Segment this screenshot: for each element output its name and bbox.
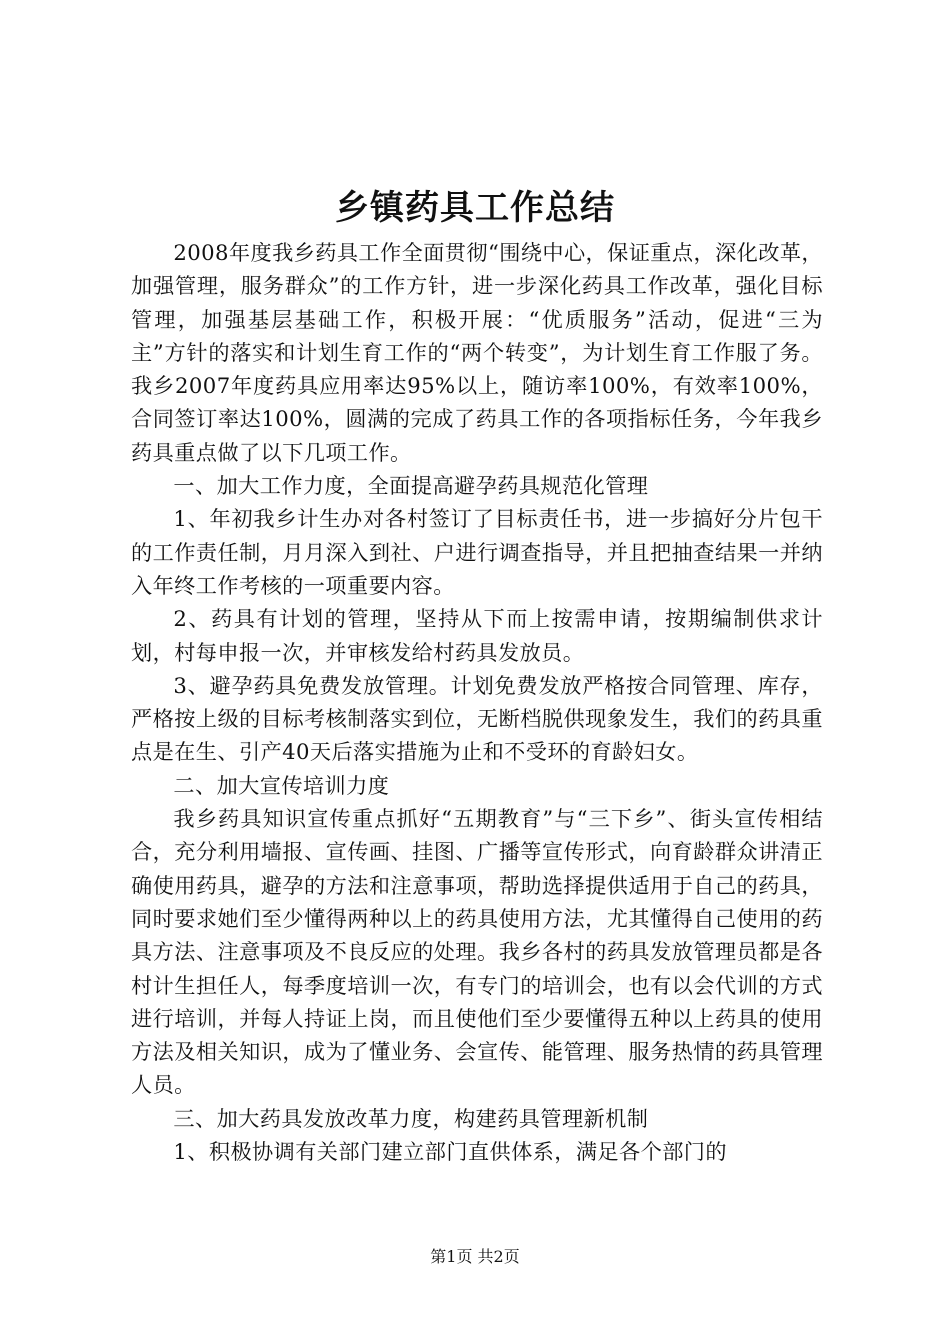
section-heading-1: 一、加大工作力度，全面提高避孕药具规范化管理 — [173, 473, 649, 499]
section-heading-3: 三、加大药具发放改革力度，构建药具管理新机制 — [173, 1105, 649, 1131]
document-body — [131, 236, 823, 1168]
page-number-footer: 第1页 共2页 — [430, 1247, 520, 1266]
paragraph-1-3: 3、避孕药具免费发放管理。计划免费发放严格按合同管理、库存，严格按上级的目标考核制落实到位，无断档脱供现象发生，我们的药具重点是在生、引产40天后落实措施为止和不受环的育龄妇女。 — [131, 672, 823, 765]
paragraph-1-2: 2、药具有计划的管理，坚持从下而上按需申请，按期编制供求计划，村每申报一次，并审核发给村药具发放员。 — [131, 606, 823, 665]
paragraph-1-1: 1、年初我乡计生办对各村签订了目标责任书，进一步搞好分片包干的工作责任制，月月深入到社、户进行调查指导，并且把抽查结果一并纳入年终工作考核的一项重要内容。 — [131, 506, 823, 598]
document-title: 乡镇药具工作总结 — [335, 188, 615, 228]
section-heading-2: 二、加大宣传培训力度 — [173, 772, 390, 798]
paragraph-3-1: 1、积极协调有关部门建立部门直供体系，满足各个部门的 — [173, 1139, 727, 1165]
paragraph-intro: 2008年度我乡药具工作全面贯彻“围绕中心，保证重点，深化改革，加强管理，服务群众”的工作方针，进一步深化药具工作改革，强化目标管理，加强基层基础工作，积极开展：“优质服务”活动，促进“三为主”方针的落实和计划生育工作的“两个转变”，为计划生育工作服了务。我乡2007年度药具应用率达95%以上，随访率100%，有效率100%，合同签订率达100%，圆满的完成了药具工作的各项指标任务，今年我乡药具重点做了以下几项工作。 — [131, 240, 824, 465]
paragraph-2: 我乡药具知识宣传重点抓好“五期教育”与“三下乡”、街头宣传相结合，充分利用墙报、宣传画、挂图、广播等宣传形式，向育龄群众讲清正确使用药具，避孕的方法和注意事项，帮助选择提供适用于自己的药具，同时要求她们至少懂得两种以上的药具使用方法，尤其懂得自己使用的药具方法、注意事项及不良反应的处理。我乡各村的药具发放管理员都是各村计生担任人，每季度培训一次，有专门的培训会，也有以会代训的方式进行培训，并每人持证上岗，而且使他们至少要懂得五种以上药具的使用方法及相关知识，成为了懂业务、会宣传、能管理、服务热情的药具管理人员。 — [131, 806, 823, 1098]
